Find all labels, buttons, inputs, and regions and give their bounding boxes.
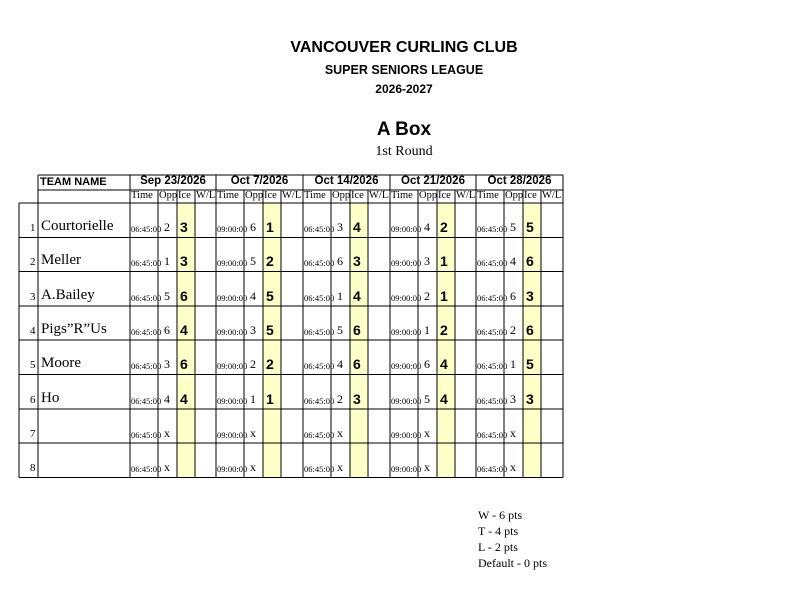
game-time: 09:00:00 [217,464,248,475]
game-time: 06:45:00 [131,395,162,406]
round-label: 1st Round [375,144,433,159]
game-time: 06:45:00 [477,224,508,234]
game-opponent: x [424,425,430,440]
game-time: 06:45:00 [477,258,508,269]
game-opponent: 2 [510,322,516,337]
sub-header-wl: W/L [282,190,302,201]
game-opponent: 3 [250,322,256,337]
game-time: 09:00:00 [217,326,248,337]
game-time: 06:45:00 [304,395,335,406]
game-opponent: 2 [424,288,430,303]
game-opponent: 5 [164,288,170,303]
game-ice: 5 [526,219,534,235]
club-title: VANCOUVER CURLING CLUB [290,39,518,56]
game-opponent: 2 [164,220,170,234]
sub-header-wl: W/L [456,190,476,201]
game-time: 06:45:00 [131,361,162,372]
game-ice: 4 [180,390,188,407]
row-number: 3 [30,290,36,303]
game-time: 06:45:00 [477,464,508,475]
game-time: 06:45:00 [304,224,335,234]
team-name: A.Bailey [41,286,95,303]
game-ice: 4 [353,287,361,304]
game-time: 06:45:00 [304,326,335,337]
sub-header-wl: W/L [369,190,389,201]
game-ice: 4 [440,356,448,373]
sub-header-time: Time [217,190,239,201]
team-name: Courtorielle [41,218,114,234]
game-time: 06:45:00 [131,464,162,475]
game-opponent: x [510,460,516,475]
sub-header-ice: Ice [438,190,451,201]
game-opponent: x [337,425,343,440]
row-number: 2 [30,256,36,269]
game-time: 09:00:00 [391,464,422,475]
game-time: 06:45:00 [304,258,335,269]
sub-header-ice: Ice [351,190,364,201]
game-time: 06:45:00 [477,292,508,303]
game-time: 06:45:00 [477,395,508,406]
game-ice: 1 [266,219,274,235]
game-opponent: 5 [510,220,516,234]
game-ice: 6 [180,287,188,304]
game-opponent: 1 [164,254,170,269]
game-ice: 2 [440,219,448,235]
game-time: 09:00:00 [217,361,248,372]
sub-header-opp: Opp [245,190,264,201]
game-ice: 3 [180,253,188,270]
game-ice: 1 [440,253,448,270]
game-ice: 6 [353,321,361,338]
game-time: 09:00:00 [391,395,422,406]
row-number: 8 [30,462,36,475]
game-opponent: 2 [250,357,256,372]
game-time: 09:00:00 [391,258,422,269]
league-title: SUPER SENIORS LEAGUE [324,63,484,77]
game-ice: 4 [353,219,361,235]
sub-header-ice: Ice [178,190,191,201]
game-opponent: x [510,425,516,440]
game-ice: 3 [180,219,188,235]
game-opponent: 1 [510,357,516,372]
game-time: 09:00:00 [391,361,422,372]
date-header: Sep 23/2026 [140,175,206,187]
game-time: 09:00:00 [217,224,248,234]
box-title: A Box [376,119,432,140]
row-number: 7 [30,427,36,440]
date-header: Oct 14/2026 [314,175,379,187]
team-name: Pigs”R”Us [41,320,107,337]
game-opponent: 5 [424,391,430,406]
team-name: Meller [41,252,81,269]
game-ice: 2 [440,321,448,338]
sub-header-time: Time [477,190,499,201]
sub-header-ice: Ice [264,190,277,201]
game-opponent: 6 [510,288,516,303]
sub-header-opp: Opp [505,190,524,201]
sub-header-ice: Ice [524,190,537,201]
game-ice: 5 [266,287,274,304]
game-opponent: x [164,460,170,475]
game-opponent: 4 [250,288,256,303]
game-time: 09:00:00 [391,326,422,337]
row-number: 1 [30,222,36,234]
sub-header-time: Time [131,190,153,201]
game-opponent: 1 [337,288,343,303]
game-opponent: 4 [164,391,170,406]
game-time: 09:00:00 [391,224,422,234]
game-time: 06:45:00 [304,464,335,475]
game-ice: 6 [526,253,534,270]
game-opponent: 6 [164,322,170,337]
game-ice: 3 [353,390,361,407]
row-number: 5 [30,359,36,372]
game-opponent: 6 [337,254,343,269]
game-time: 06:45:00 [131,292,162,303]
game-time: 06:45:00 [131,224,162,234]
game-opponent: 1 [250,391,256,406]
legend-item: L - 2 pts [478,540,518,554]
game-opponent: 3 [337,220,343,234]
game-opponent: x [337,460,343,475]
game-time: 06:45:00 [304,361,335,372]
game-ice: 4 [180,321,188,338]
game-opponent: 5 [250,254,256,269]
game-ice: 3 [526,287,534,304]
sub-header-time: Time [391,190,413,201]
game-opponent: 2 [337,391,343,406]
team-name-header: TEAM NAME [40,176,107,188]
row-number: 4 [30,324,36,337]
game-opponent: 3 [164,357,170,372]
game-time: 06:45:00 [131,326,162,337]
game-ice: 1 [266,390,274,407]
legend-item: Default - 0 pts [478,556,547,570]
team-name: Moore [41,355,81,372]
game-ice: 5 [266,321,274,338]
game-opponent: 3 [424,254,430,269]
game-ice: 3 [353,253,361,270]
game-opponent: 4 [510,254,516,269]
game-ice: 1 [440,287,448,304]
sub-header-opp: Opp [159,190,178,201]
game-time: 06:45:00 [304,429,335,440]
game-time: 06:45:00 [131,429,162,440]
legend-item: T - 4 pts [478,524,519,538]
game-ice: 3 [526,390,534,407]
game-time: 09:00:00 [391,429,422,440]
game-time: 06:45:00 [304,292,335,303]
game-opponent: 4 [424,220,430,234]
game-opponent: x [250,425,256,440]
date-header: Oct 7/2026 [230,175,289,187]
sub-header-opp: Opp [419,190,438,201]
game-time: 09:00:00 [217,395,248,406]
game-time: 06:45:00 [477,361,508,372]
sub-header-wl: W/L [196,190,216,201]
row-number: 6 [30,393,36,406]
game-opponent: 1 [424,322,430,337]
game-opponent: 4 [337,357,343,372]
game-ice: 6 [526,321,534,338]
game-time: 09:00:00 [391,292,422,303]
game-ice: 6 [353,356,361,373]
game-opponent: 5 [337,322,343,337]
date-header: Oct 28/2026 [487,175,552,187]
game-opponent: x [250,460,256,475]
game-time: 09:00:00 [217,429,248,440]
legend-item: W - 6 pts [478,508,523,522]
game-time: 06:45:00 [477,326,508,337]
game-ice: 6 [180,356,188,373]
game-opponent: x [164,425,170,440]
team-name: Ho [41,389,60,406]
game-ice: 2 [266,253,274,270]
game-time: 09:00:00 [217,292,248,303]
date-header: Oct 21/2026 [401,175,465,187]
game-ice: 4 [440,390,448,407]
game-opponent: 6 [424,357,430,372]
sub-header-time: Time [304,190,326,201]
game-opponent: 3 [510,391,516,406]
game-ice: 2 [266,356,274,373]
game-opponent: x [424,460,430,475]
sub-header-opp: Opp [332,190,351,201]
game-time: 06:45:00 [131,258,162,269]
game-time: 09:00:00 [217,258,248,269]
sub-header-wl: W/L [542,190,562,201]
game-opponent: 6 [250,220,256,234]
season-label: 2026-2027 [375,82,433,96]
game-ice: 5 [526,356,534,373]
game-time: 06:45:00 [477,429,508,440]
